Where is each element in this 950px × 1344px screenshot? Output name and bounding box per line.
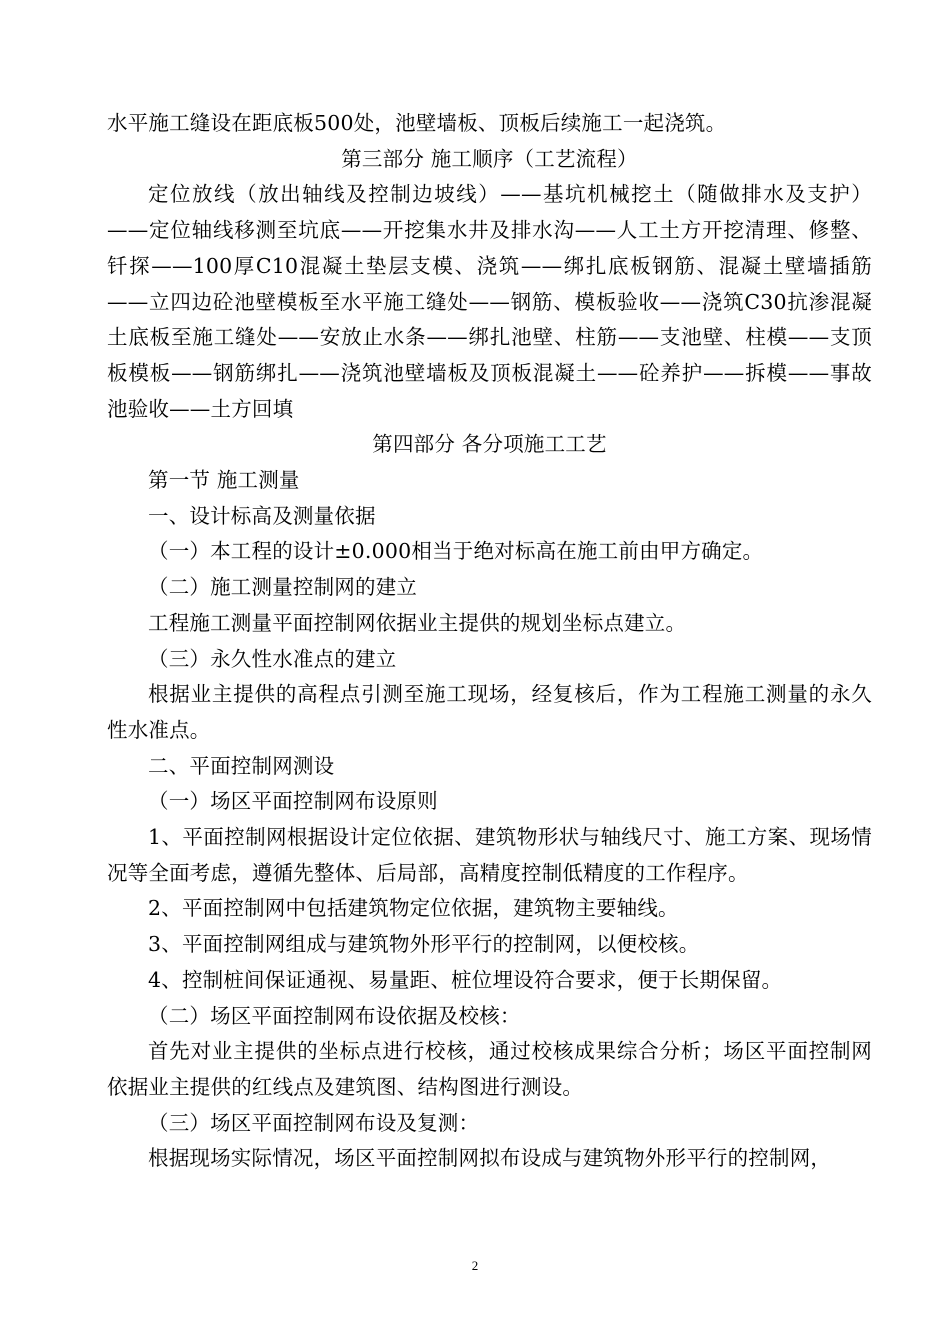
document-body — [107, 106, 872, 1177]
body-paragraph: 根据业主提供的高程点引测至施工现场，经复核后，作为工程施工测量的永久性水准点。 — [107, 682, 872, 742]
body-paragraph: 一、设计标高及测量依据 — [148, 503, 376, 528]
body-paragraph: 水平施工缝设在距底板500处，池壁墙板、顶板后续施工一起浇筑。 — [107, 111, 727, 135]
body-paragraph: 二、平面控制网测设 — [148, 753, 335, 778]
body-paragraph: （三）场区平面控制网布设及复测： — [148, 1110, 480, 1135]
body-paragraph: 4、控制桩间保证通视、易量距、桩位埋设符合要求，便于长期保留。 — [148, 967, 783, 992]
body-paragraph: 1、平面控制网根据设计定位依据、建筑物形状与轴线尺寸、施工方案、现场情况等全面考虑，遵循先整体、后局部，高精度控制低精度的工作程序。 — [107, 825, 872, 885]
body-paragraph: （一）场区平面控制网布设原则 — [148, 789, 438, 814]
body-paragraph: （三）永久性水准点的建立 — [148, 646, 397, 671]
body-paragraph: 2、平面控制网中包括建筑物定位依据，建筑物主要轴线。 — [148, 896, 679, 921]
body-paragraph: 根据现场实际情况，场区平面控制网拟布设成与建筑物外形平行的控制网， — [148, 1146, 832, 1171]
body-paragraph: （一）本工程的设计±0.000相当于绝对标高在施工前由甲方确定。 — [148, 539, 764, 564]
body-paragraph: 定位放线（放出轴线及控制边坡线）——基坑机械挖土（随做排水及支护）——定位轴线移测至坑底——开挖集水井及排水沟——人工土方开挖清理、修整、钎探——100厚C10混凝土垫层支模、浇筑——绑扎底板钢筋、混凝土壁墙插筋——立四边砼池壁模板至水平施工缝处——钢筋、模板验收——浇筑C30抗渗混凝土底板至施工缝处——安放止水条——绑扎池壁、柱筋——支池壁、柱模——支顶板模板——钢筋绑扎——浇筑池壁墙板及顶板混凝土——砼养护——拆模——事故池验收——土方回填 — [107, 182, 872, 421]
body-paragraph: （二）场区平面控制网布设依据及校核： — [148, 1003, 521, 1028]
section-heading: 第三部分 施工顺序（工艺流程） — [341, 146, 638, 171]
body-paragraph: 3、平面控制网组成与建筑物外形平行的控制网，以便校核。 — [148, 932, 700, 957]
body-paragraph: 第一节 施工测量 — [148, 468, 300, 493]
body-paragraph: （二）施工测量控制网的建立 — [148, 575, 418, 600]
body-paragraph: 首先对业主提供的坐标点进行校核，通过校核成果综合分析；场区平面控制网依据业主提供的红线点及建筑图、结构图进行测设。 — [107, 1039, 872, 1099]
section-heading: 第四部分 各分项施工工艺 — [372, 432, 607, 457]
body-paragraph: 工程施工测量平面控制网依据业主提供的规划坐标点建立。 — [148, 610, 687, 635]
page-number: 2 — [471, 1258, 479, 1273]
